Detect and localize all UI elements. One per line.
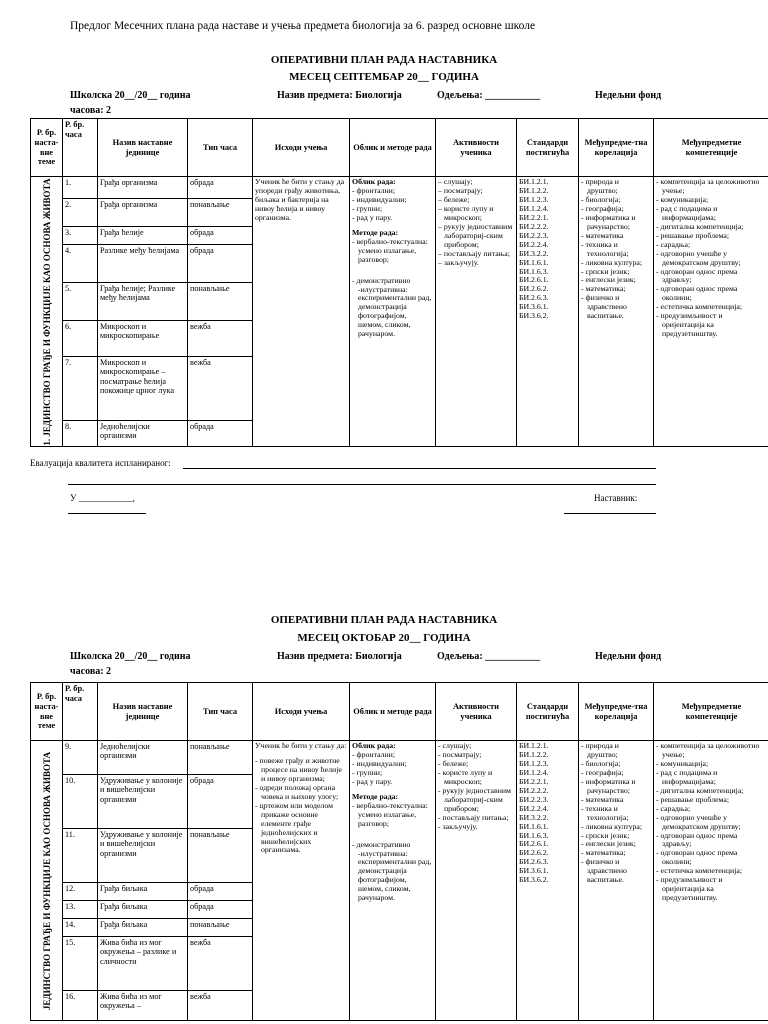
header-row [31,683,768,741]
col-header: Активности ученика [436,119,517,177]
lesson-number: 7. [63,357,98,421]
list-item: - енглески језик; [581,839,636,849]
list-item: БИ.3.2.2. [519,812,549,822]
list-item: БИ.1.2.2. [519,185,549,195]
list-item: - цртежом или моделом прикаже основне елементе грађе једноћелијских и вишећелијских организама. [255,800,334,855]
list-item: - постављају питања; [438,812,509,822]
lesson-name: Једноћелијски организми [98,741,188,775]
list-item: БИ.2.2.1. [519,776,549,786]
plan1-hours: часова: 2 [70,105,112,116]
list-item: - математика [581,230,624,240]
list-item: - индивидуални; [352,194,407,204]
list-item: - слушају; [438,741,472,750]
list-item: - фронтални; [352,749,396,759]
plan2-meta [70,651,710,665]
col-header: Облик и методе рада [350,683,436,741]
list-item: - одговорно учешће у демократском друштву; [656,812,741,831]
list-item: БИ.1.2.1. [519,177,549,186]
list-item: - предузимљивост и оријентација ка предузетништву. [656,311,723,339]
lesson-type: обрада [188,227,253,245]
list-item: - закључују. [438,821,478,831]
list-item: - сарадња; [656,239,691,249]
table-row [31,741,768,775]
lesson-number: 5. [63,283,98,321]
lesson-name: Једноћелијски организми [98,421,188,447]
list-item: БИ.1.2.4. [519,767,549,777]
bullet-list [352,187,433,223]
forms-methods-cell [350,741,436,1021]
list-item: - енглески језик; [581,275,636,285]
teacher-label: Наставник: [594,493,638,503]
lesson-type: обрада [188,421,253,447]
list-item: БИ.1.6.1. [519,257,549,267]
lesson-name: Микроскоп и микроскопирање [98,321,188,357]
bullet-list [438,178,514,268]
list-item: - техника и технологија; [581,803,629,822]
lesson-number: 15. [63,937,98,991]
lesson-number: 14. [63,919,98,937]
plan1-meta [70,90,710,104]
lesson-type: вежба [188,991,253,1021]
list-item: БИ.3.6.1. [519,302,549,312]
list-item: - информатика и рачунарство; [581,212,636,231]
list-item: - одреди положај органа човека и њихову улогу; [255,782,339,801]
list-item: - српски језик; [581,830,630,840]
col-header: Стандарди постигнућа [517,119,579,177]
list-item: БИ.3.6.2. [519,311,549,321]
lesson-number: 1. [63,177,98,199]
list-item: – постављају питања; [438,248,510,258]
list-item: – рукују једноставним лабораториј-ским прибором; [438,221,513,249]
col-header: Међупредме-тна корелација [579,119,654,177]
list-item: - одговоран однос према здрављу; [656,830,738,849]
lesson-name: Жива бића из мог окружења – разлике и сличности [98,937,188,991]
col-header: Исходи учења [253,683,350,741]
standards-cell [517,177,579,447]
activities-cell [436,177,517,447]
list-item: БИ.1.6.3. [519,830,549,840]
list-item: - сарадња; [656,803,691,813]
lesson-number: 4. [63,245,98,283]
col-header: Назив наставне јединице [98,683,188,741]
activities-cell [436,741,517,1021]
list-item: БИ.2.2.2. [519,221,549,231]
list-item: - одговоран однос према здрављу; [656,266,738,285]
list-item: - математика [581,794,624,804]
class-field: Одељења: ___________ [437,90,541,101]
forms-label: Облик рада: [352,741,396,750]
subject-name: Назив предмета: Биологија [277,651,402,662]
col-header: Тип часа [188,119,253,177]
list-item: - естетичка компетенција; [656,866,742,876]
bullet-list [519,742,576,885]
list-item: - географија; [581,767,624,777]
list-item: - дигитална компетенција; [656,221,744,231]
competencies-cell [654,741,768,1021]
lesson-name: Грађа биљака [98,901,188,919]
col-header: Р. бр. наста-вне теме [31,683,63,741]
list-item: - природа и друштво; [581,741,619,759]
list-item: - географија; [581,203,624,213]
col-header: Р. бр. наста-вне теме [31,119,63,177]
list-item: БИ.1.2.1. [519,741,549,750]
list-item: - српски језик; [581,266,630,276]
forms-label: Облик рада: [352,177,396,186]
plan1-month: МЕСЕЦ СЕПТЕМБАР 20__ ГОДИНА [289,71,479,83]
col-header: Р. бр. часа [63,119,98,177]
outcomes-list [255,757,347,855]
list-item: БИ.1.2.3. [519,194,549,204]
list-item: - демонстративно -илустративна: експериментални рад, демонстрација фотографијом, шемом, сликом, рачунаром. [352,275,432,339]
lesson-name: Удруживање у колоније и вишећелијски организми [98,829,188,883]
lesson-type: вежба [188,321,253,357]
methods-list [352,802,433,904]
lesson-name: Грађа биљака [98,919,188,937]
col-header: Р. бр. часа [63,683,98,741]
weekly-fund: Недељни фонд [595,90,662,101]
list-item: - одговорно учешће у демократском друштву; [656,248,741,267]
list-item: - одговоран однос према околини; [656,848,738,867]
list-item: - комуникација; [656,194,709,204]
list-item: БИ.2.6.3. [519,293,549,303]
lesson-type: обрада [188,177,253,199]
header-row [31,119,768,177]
list-item: БИ.2.6.3. [519,857,549,867]
lesson-number: 3. [63,227,98,245]
lesson-name: Удруживање у колоније и вишећелијски организми [98,775,188,829]
list-item: - предузимљивост и оријентација ка предузетништву. [656,875,723,903]
outcomes-cell [253,177,350,447]
list-item: - рад у пару. [352,776,393,786]
place-line [68,513,146,514]
col-header: Тип часа [188,683,253,741]
bullet-list [656,742,767,903]
lesson-number: 10. [63,775,98,829]
list-item: - компетенција за целоживотно учење; [656,741,760,759]
lesson-type: вежба [188,937,253,991]
theme-cell [31,177,63,447]
list-item: - математика; [581,284,626,294]
list-item: - решавање проблема; [656,794,730,804]
lesson-name: Разлике међу ћелијама [98,245,188,283]
bullet-list [581,742,651,885]
list-item: – бележе; [438,194,470,204]
subject-name: Назив предмета: Биологија [277,90,402,101]
lesson-number: 2. [63,199,98,227]
lesson-type: обрада [188,775,253,829]
list-item: - вербално-текстуална: усмено излагање, разговор; [352,236,428,264]
lesson-type: вежба [188,357,253,421]
list-item: БИ.2.2.4. [519,803,549,813]
list-item: - природа и друштво; [581,177,619,195]
col-header: Исходи учења [253,119,350,177]
lesson-type: понављање [188,283,253,321]
document-header: Предлог Месечних плана рада наставе и учења предмета биологија за 6. разред основне школе [70,20,536,32]
list-item: - физичко и здравствено васпитање. [581,293,627,321]
competencies-cell [654,177,768,447]
list-item: - естетичка компетенција; [656,302,742,312]
list-item: - ликовна култура; [581,821,643,831]
list-item: БИ.2.2.2. [519,785,549,795]
lesson-number: 12. [63,883,98,901]
lesson-name: Грађа ћелије [98,227,188,245]
place-field: У ____________, [70,493,135,503]
class-field: Одељења: ___________ [437,651,541,662]
plan2-title: ОПЕРАТИВНИ ПЛАН РАДА НАСТАВНИКА [270,614,498,626]
methods-label: Методе рада: [352,791,399,801]
methods-label: Методе рада: [352,227,399,237]
list-item: - решавање проблема; [656,230,730,240]
plan2-hours: часова: 2 [70,666,112,677]
lesson-name: Грађа организма [98,199,188,227]
weekly-fund: Недељни фонд [595,651,662,662]
lesson-number: 8. [63,421,98,447]
bullet-list [519,178,576,321]
lesson-type: понављање [188,919,253,937]
list-item: - демонстративно -илустративна: експериментални рад, демонстрација фотографијом, шемом, сликом, рачунаром. [352,839,432,903]
evaluation-label: Евалуација квалитета испланираног: [30,458,171,468]
evaluation-line [183,468,656,469]
lesson-number: 6. [63,321,98,357]
bullet-list [352,751,433,787]
list-item: - компетенција за целоживотно учење; [656,177,760,195]
plan1-table [30,118,768,447]
plan2-table [30,682,768,1021]
list-item: БИ.2.6.1. [519,275,549,285]
col-header: Међупредметне компетенције [654,683,768,741]
list-item: - рад у пару. [352,212,393,222]
list-item: - рукују једноставним лабораториј-ским прибором; [438,785,511,813]
list-item: - групни; [352,203,383,213]
bullet-list [438,742,514,832]
list-item: - ликовна култура; [581,257,643,267]
outcomes-intro: Ученик ће бити у стању да: [255,741,347,750]
lesson-type: обрада [188,883,253,901]
list-item: БИ.2.6.2. [519,284,549,294]
table-row [31,177,768,199]
list-item: - индивидуални; [352,758,407,768]
lesson-name: Грађа ћелије; Разлике међу ћелијама [98,283,188,321]
bullet-list [656,178,767,339]
lesson-number: 16. [63,991,98,1021]
school-year: Школска 20__/20__ година [70,651,191,662]
evaluation-line [68,484,656,485]
list-item: - дигитална компетенција; [656,785,744,795]
list-item: БИ.2.6.2. [519,848,549,858]
list-item: - информатика и рачунарство; [581,776,636,795]
list-item: БИ.3.6.1. [519,866,549,876]
list-item: - рад с подацима и информацијама; [656,203,718,222]
list-item: БИ.2.2.1. [519,212,549,222]
list-item: - вербално-текстуална: усмено излагање, разговор; [352,800,428,828]
lesson-name: Грађа биљака [98,883,188,901]
list-item: БИ.1.2.4. [519,203,549,213]
list-item: БИ.2.6.1. [519,839,549,849]
list-item: - математика; [581,848,626,858]
list-item: - биологија; [581,194,621,204]
list-item: - комуникација; [656,758,709,768]
lesson-name: Микроскоп и микроскопирање – посматрање ћелија покожице црног лука [98,357,188,421]
list-item: - рад с подацима и информацијама; [656,767,718,786]
lesson-name: Грађа организма [98,177,188,199]
list-item: БИ.2.2.4. [519,239,549,249]
col-header: Назив наставне јединице [98,119,188,177]
list-item: – посматрају; [438,185,483,195]
list-item: - биологија; [581,758,621,768]
plan1-title: ОПЕРАТИВНИ ПЛАН РАДА НАСТАВНИКА [270,54,498,66]
methods-list [352,238,433,340]
list-item: - техника и технологија; [581,239,629,258]
lesson-type: обрада [188,901,253,919]
list-item: БИ.2.2.3. [519,794,549,804]
lesson-type: понављање [188,741,253,775]
col-header: Међупредметне компетенције [654,119,768,177]
lesson-name: Жива бића из мог окружења – [98,991,188,1021]
list-item: БИ.3.6.2. [519,875,549,885]
list-item: - одговоран однос према околини; [656,284,738,303]
list-item: БИ.1.2.2. [519,749,549,759]
theme-title: 1. ЈЕДИНСТВО ГРАЂЕ И ФУНКЦИЈЕ КАО ОСНОВА ЖИВОТА [41,177,52,446]
list-item: – користе лупу и микроскоп; [438,203,494,222]
lesson-number: 11. [63,829,98,883]
lesson-type: понављање [188,829,253,883]
list-item: - користе лупу и микроскоп; [438,767,493,786]
col-header: Стандарди постигнућа [517,683,579,741]
list-item: БИ.3.2.2. [519,248,549,258]
list-item: - посматрају; [438,749,482,759]
school-year: Школска 20__/20__ година [70,90,191,101]
list-item: - повеже грађу и животне процесе на нивоу ћелије и нивоу организма; [255,755,342,783]
outcomes-text: Ученик ће бити у стању да упореди грађу животиња, биљака и бактерија на нивоу ћелија и нивоу организма. [255,177,345,222]
list-item: - групни; [352,767,383,777]
lesson-number: 9. [63,741,98,775]
list-item: – закључују. [438,257,479,267]
teacher-line [564,513,656,514]
correlation-cell [579,177,654,447]
list-item: БИ.1.2.3. [519,758,549,768]
correlation-cell [579,741,654,1021]
forms-methods-cell [350,177,436,447]
list-item: – слушају; [438,177,473,186]
lesson-number: 13. [63,901,98,919]
list-item: - бележе; [438,758,469,768]
list-item: БИ.2.2.3. [519,230,549,240]
bullet-list [581,178,651,321]
plan2-month: МЕСЕЦ ОКТОБАР 20__ ГОДИНА [297,632,471,644]
col-header: Облик и методе рада [350,119,436,177]
list-item: - фронтални; [352,185,396,195]
list-item: БИ.1.6.1. [519,821,549,831]
col-header: Међупредме-тна корелација [579,683,654,741]
lesson-type: понављање [188,199,253,227]
list-item: БИ.1.6.3. [519,266,549,276]
theme-title: ЈЕДИНСТВО ГРАЂЕ И ФУНКЦИЈЕ КАО ОСНОВА ЖИВОТА [41,751,52,1010]
outcomes-cell [253,741,350,1021]
theme-cell [31,741,63,1021]
lesson-type: обрада [188,245,253,283]
list-item: - физичко и здравствено васпитање. [581,857,627,885]
col-header: Активности ученика [436,683,517,741]
standards-cell [517,741,579,1021]
